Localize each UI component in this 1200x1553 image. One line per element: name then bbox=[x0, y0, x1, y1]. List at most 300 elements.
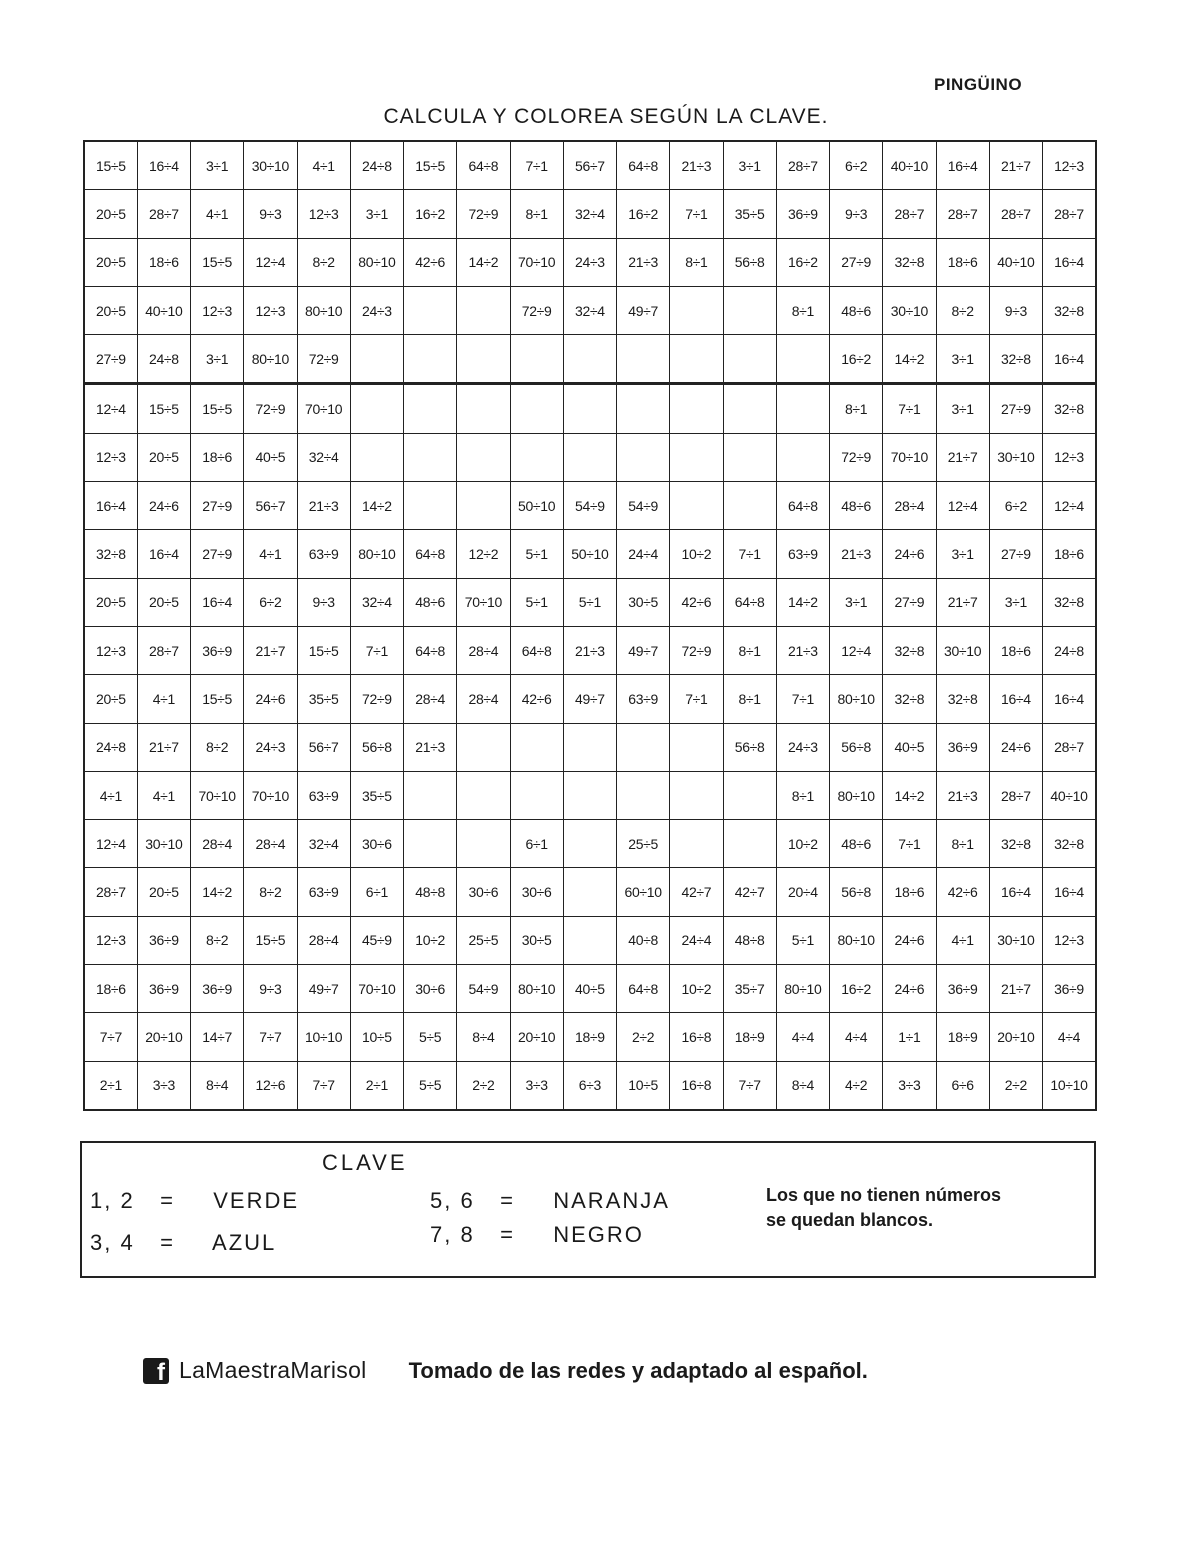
grid-cell: 18÷6 bbox=[191, 433, 244, 481]
grid-cell: 10÷2 bbox=[404, 916, 457, 964]
grid-cell: 20÷5 bbox=[137, 433, 190, 481]
grid-cell: 30÷10 bbox=[989, 916, 1042, 964]
key-entry-verde bbox=[90, 1188, 299, 1214]
grid-cell: 7÷1 bbox=[670, 675, 723, 723]
grid-cell: 6÷1 bbox=[510, 820, 563, 868]
grid-cell: 28÷7 bbox=[84, 868, 137, 916]
grid-cell: 48÷6 bbox=[830, 820, 883, 868]
grid-cell-blank bbox=[670, 771, 723, 819]
grid-cell: 42÷6 bbox=[510, 675, 563, 723]
grid-cell: 36÷9 bbox=[936, 965, 989, 1013]
grid-cell: 64÷8 bbox=[510, 626, 563, 674]
grid-cell-blank bbox=[457, 335, 510, 384]
grid-cell: 64÷8 bbox=[404, 626, 457, 674]
grid-cell: 32÷8 bbox=[1043, 578, 1097, 626]
grid-cell: 28÷4 bbox=[191, 820, 244, 868]
grid-cell: 18÷9 bbox=[563, 1013, 616, 1061]
grid-cell: 32÷8 bbox=[1043, 286, 1097, 334]
key-note bbox=[766, 1183, 1066, 1233]
grid-cell-blank bbox=[670, 482, 723, 530]
grid-cell-blank bbox=[563, 820, 616, 868]
grid-cell: 24÷6 bbox=[137, 482, 190, 530]
grid-cell-blank bbox=[723, 286, 776, 334]
grid-cell: 21÷7 bbox=[989, 141, 1042, 190]
grid-cell: 80÷10 bbox=[830, 675, 883, 723]
grid-cell: 5÷1 bbox=[563, 578, 616, 626]
grid-cell: 7÷7 bbox=[244, 1013, 297, 1061]
grid-cell: 36÷9 bbox=[137, 916, 190, 964]
grid-row bbox=[84, 965, 1096, 1013]
worksheet-subject: PINGÜINO bbox=[934, 75, 1023, 94]
grid-cell: 64÷8 bbox=[617, 141, 670, 190]
grid-cell: 28÷4 bbox=[883, 482, 936, 530]
grid-cell: 21÷7 bbox=[936, 578, 989, 626]
grid-cell: 8÷1 bbox=[723, 675, 776, 723]
grid-cell: 72÷9 bbox=[510, 286, 563, 334]
grid-cell: 35÷5 bbox=[297, 675, 350, 723]
grid-cell: 4÷1 bbox=[297, 141, 350, 190]
grid-cell: 16÷2 bbox=[776, 238, 829, 286]
grid-cell: 3÷3 bbox=[137, 1061, 190, 1110]
grid-cell-blank bbox=[510, 335, 563, 384]
grid-cell: 6÷1 bbox=[350, 868, 403, 916]
division-color-grid bbox=[83, 140, 1097, 1111]
grid-cell: 49÷7 bbox=[297, 965, 350, 1013]
grid-cell: 18÷6 bbox=[883, 868, 936, 916]
grid-cell: 21÷3 bbox=[830, 530, 883, 578]
grid-cell-blank bbox=[457, 384, 510, 433]
grid-cell: 64÷8 bbox=[457, 141, 510, 190]
grid-cell-blank bbox=[670, 433, 723, 481]
grid-cell: 28÷7 bbox=[989, 190, 1042, 238]
grid-cell: 72÷9 bbox=[830, 433, 883, 481]
grid-cell-blank bbox=[404, 286, 457, 334]
grid-cell: 8÷1 bbox=[723, 626, 776, 674]
grid-cell: 6÷2 bbox=[989, 482, 1042, 530]
grid-cell: 7÷7 bbox=[84, 1013, 137, 1061]
grid-cell: 16÷4 bbox=[989, 675, 1042, 723]
grid-cell: 80÷10 bbox=[510, 965, 563, 1013]
grid-cell: 28÷4 bbox=[457, 675, 510, 723]
grid-cell: 8÷2 bbox=[936, 286, 989, 334]
grid-cell-blank bbox=[510, 384, 563, 433]
grid-cell: 21÷3 bbox=[563, 626, 616, 674]
key-equals: = bbox=[500, 1188, 515, 1213]
grid-cell: 18÷6 bbox=[84, 965, 137, 1013]
grid-cell-blank bbox=[563, 771, 616, 819]
grid-cell: 3÷1 bbox=[936, 384, 989, 433]
grid-cell: 21÷7 bbox=[936, 433, 989, 481]
grid-cell: 16÷4 bbox=[84, 482, 137, 530]
grid-cell-blank bbox=[617, 723, 670, 771]
grid-cell: 27÷9 bbox=[191, 482, 244, 530]
grid-row bbox=[84, 286, 1096, 334]
grid-cell: 28÷7 bbox=[776, 141, 829, 190]
grid-cell: 36÷9 bbox=[936, 723, 989, 771]
grid-row bbox=[84, 723, 1096, 771]
grid-cell: 8÷2 bbox=[191, 916, 244, 964]
grid-cell: 2÷1 bbox=[350, 1061, 403, 1110]
grid-row bbox=[84, 482, 1096, 530]
grid-cell-blank bbox=[670, 723, 723, 771]
grid-cell: 64÷8 bbox=[404, 530, 457, 578]
grid-cell: 20÷5 bbox=[84, 675, 137, 723]
grid-cell: 7÷1 bbox=[883, 384, 936, 433]
grid-cell: 27÷9 bbox=[191, 530, 244, 578]
grid-cell-blank bbox=[723, 771, 776, 819]
grid-cell: 40÷8 bbox=[617, 916, 670, 964]
grid-cell: 18÷6 bbox=[989, 626, 1042, 674]
grid-cell: 28÷4 bbox=[297, 916, 350, 964]
grid-cell-blank bbox=[457, 820, 510, 868]
grid-cell: 5÷5 bbox=[404, 1061, 457, 1110]
grid-cell: 70÷10 bbox=[883, 433, 936, 481]
grid-cell: 9÷3 bbox=[989, 286, 1042, 334]
grid-cell: 7÷1 bbox=[670, 190, 723, 238]
grid-cell: 21÷3 bbox=[297, 482, 350, 530]
grid-cell: 2÷2 bbox=[617, 1013, 670, 1061]
grid-cell: 27÷9 bbox=[989, 530, 1042, 578]
grid-cell: 2÷2 bbox=[989, 1061, 1042, 1110]
grid-cell: 32÷8 bbox=[1043, 384, 1097, 433]
grid-cell: 16÷2 bbox=[830, 335, 883, 384]
grid-cell: 4÷1 bbox=[137, 675, 190, 723]
grid-cell: 12÷3 bbox=[84, 916, 137, 964]
grid-row bbox=[84, 384, 1096, 433]
grid-row bbox=[84, 675, 1096, 723]
key-entry-naranja bbox=[430, 1188, 670, 1214]
grid-cell-blank bbox=[404, 820, 457, 868]
grid-cell: 6÷6 bbox=[936, 1061, 989, 1110]
grid-cell: 14÷2 bbox=[883, 335, 936, 384]
grid-cell: 35÷7 bbox=[723, 965, 776, 1013]
grid-cell: 8÷1 bbox=[830, 384, 883, 433]
grid-cell: 80÷10 bbox=[244, 335, 297, 384]
grid-cell: 10÷10 bbox=[1043, 1061, 1097, 1110]
grid-cell: 15÷5 bbox=[404, 141, 457, 190]
grid-cell: 27÷9 bbox=[84, 335, 137, 384]
grid-cell-blank bbox=[350, 433, 403, 481]
grid-cell: 10÷5 bbox=[350, 1013, 403, 1061]
grid-cell: 72÷9 bbox=[297, 335, 350, 384]
grid-cell: 3÷1 bbox=[936, 335, 989, 384]
grid-cell: 30÷10 bbox=[936, 626, 989, 674]
grid-cell: 8÷2 bbox=[244, 868, 297, 916]
grid-cell: 56÷7 bbox=[244, 482, 297, 530]
grid-cell: 72÷9 bbox=[670, 626, 723, 674]
grid-cell: 70÷10 bbox=[350, 965, 403, 1013]
grid-cell: 30÷10 bbox=[989, 433, 1042, 481]
grid-cell-blank bbox=[670, 335, 723, 384]
grid-cell: 54÷9 bbox=[457, 965, 510, 1013]
grid-cell: 32÷8 bbox=[1043, 820, 1097, 868]
grid-cell: 40÷5 bbox=[563, 965, 616, 1013]
grid-cell: 80÷10 bbox=[830, 916, 883, 964]
grid-cell: 14÷2 bbox=[457, 238, 510, 286]
grid-cell: 8÷1 bbox=[510, 190, 563, 238]
key-equals: = bbox=[160, 1188, 175, 1213]
grid-cell: 4÷1 bbox=[191, 190, 244, 238]
grid-cell: 8÷1 bbox=[670, 238, 723, 286]
grid-cell: 4÷1 bbox=[84, 771, 137, 819]
grid-cell: 20÷10 bbox=[137, 1013, 190, 1061]
grid-cell: 28÷7 bbox=[137, 626, 190, 674]
grid-cell: 21÷3 bbox=[404, 723, 457, 771]
grid-cell: 56÷8 bbox=[350, 723, 403, 771]
grid-cell-blank bbox=[723, 433, 776, 481]
grid-cell: 15÷5 bbox=[137, 384, 190, 433]
grid-cell: 24÷6 bbox=[883, 965, 936, 1013]
grid-cell: 12÷4 bbox=[84, 384, 137, 433]
grid-cell: 63÷9 bbox=[297, 530, 350, 578]
grid-cell: 80÷10 bbox=[350, 530, 403, 578]
grid-cell: 30÷6 bbox=[457, 868, 510, 916]
grid-cell: 80÷10 bbox=[297, 286, 350, 334]
grid-cell: 12÷4 bbox=[830, 626, 883, 674]
grid-cell: 50÷10 bbox=[563, 530, 616, 578]
key-numbers: 1, 2 bbox=[90, 1188, 135, 1213]
grid-cell: 18÷9 bbox=[936, 1013, 989, 1061]
grid-cell: 3÷1 bbox=[191, 335, 244, 384]
grid-cell: 20÷5 bbox=[137, 578, 190, 626]
grid-cell: 5÷1 bbox=[510, 530, 563, 578]
grid-cell: 56÷7 bbox=[563, 141, 616, 190]
grid-cell: 32÷8 bbox=[883, 675, 936, 723]
grid-cell: 36÷9 bbox=[191, 626, 244, 674]
grid-cell-blank bbox=[723, 384, 776, 433]
grid-cell: 32÷4 bbox=[563, 190, 616, 238]
grid-cell: 56÷8 bbox=[723, 723, 776, 771]
grid-cell: 27÷9 bbox=[883, 578, 936, 626]
grid-cell: 21÷7 bbox=[989, 965, 1042, 1013]
grid-cell-blank bbox=[563, 384, 616, 433]
grid-cell: 72÷9 bbox=[457, 190, 510, 238]
grid-cell-blank bbox=[776, 433, 829, 481]
grid-cell: 21÷3 bbox=[936, 771, 989, 819]
grid-cell: 30÷10 bbox=[137, 820, 190, 868]
grid-cell: 80÷10 bbox=[350, 238, 403, 286]
grid-row bbox=[84, 626, 1096, 674]
grid-cell: 48÷6 bbox=[830, 286, 883, 334]
grid-cell: 16÷2 bbox=[617, 190, 670, 238]
grid-cell: 24÷6 bbox=[883, 530, 936, 578]
grid-cell-blank bbox=[350, 335, 403, 384]
grid-row bbox=[84, 578, 1096, 626]
grid-cell-blank bbox=[563, 433, 616, 481]
grid-row bbox=[84, 238, 1096, 286]
grid-cell: 8÷2 bbox=[297, 238, 350, 286]
grid-cell: 16÷4 bbox=[1043, 868, 1097, 916]
grid-cell: 16÷4 bbox=[1043, 675, 1097, 723]
grid-cell: 70÷10 bbox=[457, 578, 510, 626]
grid-cell-blank bbox=[776, 384, 829, 433]
grid-cell: 10÷5 bbox=[617, 1061, 670, 1110]
grid-cell: 15÷5 bbox=[191, 238, 244, 286]
grid-cell: 18÷6 bbox=[1043, 530, 1097, 578]
grid-cell: 27÷9 bbox=[989, 384, 1042, 433]
grid-cell: 54÷9 bbox=[563, 482, 616, 530]
grid-cell: 25÷5 bbox=[617, 820, 670, 868]
grid-cell-blank bbox=[404, 771, 457, 819]
key-numbers: 5, 6 bbox=[430, 1188, 475, 1213]
grid-cell-blank bbox=[457, 771, 510, 819]
grid-cell: 15÷5 bbox=[191, 675, 244, 723]
grid-cell: 20÷5 bbox=[84, 190, 137, 238]
grid-cell: 48÷6 bbox=[830, 482, 883, 530]
grid-row bbox=[84, 433, 1096, 481]
grid-cell: 12÷3 bbox=[84, 433, 137, 481]
grid-cell-blank bbox=[617, 384, 670, 433]
grid-cell: 16÷2 bbox=[830, 965, 883, 1013]
grid-cell: 8÷4 bbox=[191, 1061, 244, 1110]
grid-cell: 15÷5 bbox=[191, 384, 244, 433]
grid-cell: 30÷5 bbox=[617, 578, 670, 626]
grid-cell: 28÷4 bbox=[457, 626, 510, 674]
grid-cell: 16÷2 bbox=[404, 190, 457, 238]
grid-cell: 32÷4 bbox=[297, 820, 350, 868]
grid-cell: 4÷4 bbox=[1043, 1013, 1097, 1061]
grid-cell: 5÷5 bbox=[404, 1013, 457, 1061]
grid-cell: 40÷10 bbox=[137, 286, 190, 334]
grid-cell: 32÷8 bbox=[989, 820, 1042, 868]
grid-cell: 64÷8 bbox=[723, 578, 776, 626]
grid-cell-blank bbox=[510, 433, 563, 481]
grid-cell-blank bbox=[617, 771, 670, 819]
grid-cell: 6÷2 bbox=[830, 141, 883, 190]
grid-cell: 12÷3 bbox=[297, 190, 350, 238]
grid-cell: 16÷4 bbox=[936, 141, 989, 190]
grid-cell-blank bbox=[457, 433, 510, 481]
grid-cell: 12÷4 bbox=[936, 482, 989, 530]
grid-cell: 64÷8 bbox=[617, 965, 670, 1013]
grid-row bbox=[84, 820, 1096, 868]
grid-cell: 80÷10 bbox=[830, 771, 883, 819]
grid-cell: 40÷10 bbox=[989, 238, 1042, 286]
grid-cell: 18÷6 bbox=[137, 238, 190, 286]
grid-cell: 15÷5 bbox=[244, 916, 297, 964]
grid-cell: 20÷5 bbox=[84, 238, 137, 286]
grid-cell: 27÷9 bbox=[830, 238, 883, 286]
grid-cell: 56÷7 bbox=[297, 723, 350, 771]
grid-cell: 16÷4 bbox=[989, 868, 1042, 916]
key-color-name: NARANJA bbox=[553, 1188, 670, 1213]
grid-cell: 20÷10 bbox=[989, 1013, 1042, 1061]
grid-cell: 32÷4 bbox=[297, 433, 350, 481]
grid-cell-blank bbox=[723, 820, 776, 868]
grid-cell: 7÷1 bbox=[883, 820, 936, 868]
key-title: CLAVE bbox=[322, 1150, 408, 1175]
grid-cell-blank bbox=[776, 335, 829, 384]
grid-cell: 8÷1 bbox=[776, 286, 829, 334]
grid-cell: 24÷3 bbox=[563, 238, 616, 286]
grid-cell: 3÷1 bbox=[830, 578, 883, 626]
grid-cell: 48÷8 bbox=[404, 868, 457, 916]
key-color-name: AZUL bbox=[212, 1230, 277, 1255]
grid-cell: 16÷8 bbox=[670, 1061, 723, 1110]
grid-cell: 30÷10 bbox=[883, 286, 936, 334]
grid-cell: 30÷5 bbox=[510, 916, 563, 964]
brand-name: LaMaestraMarisol bbox=[179, 1357, 367, 1383]
grid-cell: 4÷1 bbox=[244, 530, 297, 578]
grid-cell-blank bbox=[457, 482, 510, 530]
grid-cell: 3÷3 bbox=[883, 1061, 936, 1110]
grid-cell: 70÷10 bbox=[191, 771, 244, 819]
grid-row bbox=[84, 530, 1096, 578]
grid-cell: 7÷1 bbox=[350, 626, 403, 674]
grid-cell: 12÷3 bbox=[84, 626, 137, 674]
grid-cell: 6÷3 bbox=[563, 1061, 616, 1110]
grid-cell: 21÷7 bbox=[244, 626, 297, 674]
grid-cell: 70÷10 bbox=[244, 771, 297, 819]
grid-cell-blank bbox=[563, 916, 616, 964]
grid-row bbox=[84, 916, 1096, 964]
key-numbers: 7, 8 bbox=[430, 1222, 475, 1247]
grid-cell: 56÷8 bbox=[723, 238, 776, 286]
key-entry-azul bbox=[90, 1230, 276, 1256]
grid-cell: 24÷8 bbox=[350, 141, 403, 190]
grid-cell: 10÷10 bbox=[297, 1013, 350, 1061]
grid-cell: 7÷1 bbox=[776, 675, 829, 723]
grid-cell: 5÷1 bbox=[776, 916, 829, 964]
grid-cell: 72÷9 bbox=[350, 675, 403, 723]
grid-cell: 8÷1 bbox=[936, 820, 989, 868]
grid-cell: 24÷4 bbox=[670, 916, 723, 964]
grid-cell: 24÷8 bbox=[84, 723, 137, 771]
grid-cell: 28÷4 bbox=[244, 820, 297, 868]
grid-cell-blank bbox=[457, 286, 510, 334]
grid-cell: 16÷8 bbox=[670, 1013, 723, 1061]
grid-cell: 24÷3 bbox=[350, 286, 403, 334]
grid-cell: 18÷6 bbox=[936, 238, 989, 286]
grid-cell: 10÷2 bbox=[776, 820, 829, 868]
grid-cell: 7÷7 bbox=[723, 1061, 776, 1110]
grid-cell-blank bbox=[510, 771, 563, 819]
grid-cell: 16÷4 bbox=[137, 141, 190, 190]
grid-cell: 24÷6 bbox=[883, 916, 936, 964]
grid-cell: 9÷3 bbox=[244, 190, 297, 238]
grid-cell: 21÷7 bbox=[137, 723, 190, 771]
grid-cell: 8÷1 bbox=[776, 771, 829, 819]
grid-row bbox=[84, 771, 1096, 819]
grid-cell: 36÷9 bbox=[137, 965, 190, 1013]
key-numbers: 3, 4 bbox=[90, 1230, 135, 1255]
grid-cell: 20÷10 bbox=[510, 1013, 563, 1061]
grid-cell: 2÷2 bbox=[457, 1061, 510, 1110]
grid-cell: 40÷10 bbox=[883, 141, 936, 190]
grid-cell: 28÷7 bbox=[883, 190, 936, 238]
grid-cell: 6÷2 bbox=[244, 578, 297, 626]
grid-cell: 3÷3 bbox=[510, 1061, 563, 1110]
key-color-name: NEGRO bbox=[553, 1222, 644, 1247]
grid-cell: 21÷3 bbox=[617, 238, 670, 286]
grid-cell: 4÷2 bbox=[830, 1061, 883, 1110]
grid-cell: 9÷3 bbox=[244, 965, 297, 1013]
grid-cell: 8÷4 bbox=[776, 1061, 829, 1110]
grid-cell: 7÷1 bbox=[723, 530, 776, 578]
grid-cell: 12÷2 bbox=[457, 530, 510, 578]
grid-cell-blank bbox=[670, 286, 723, 334]
grid-cell: 20÷5 bbox=[84, 286, 137, 334]
grid-cell: 28÷7 bbox=[989, 771, 1042, 819]
grid-cell-blank bbox=[617, 433, 670, 481]
grid-cell: 48÷6 bbox=[404, 578, 457, 626]
worksheet-title: CALCULA Y COLOREA SEGÚN LA CLAVE. bbox=[383, 105, 829, 128]
grid-cell: 40÷10 bbox=[1043, 771, 1097, 819]
grid-cell: 16÷4 bbox=[191, 578, 244, 626]
grid-cell: 42÷7 bbox=[723, 868, 776, 916]
grid-row bbox=[84, 1061, 1096, 1110]
grid-cell: 42÷7 bbox=[670, 868, 723, 916]
